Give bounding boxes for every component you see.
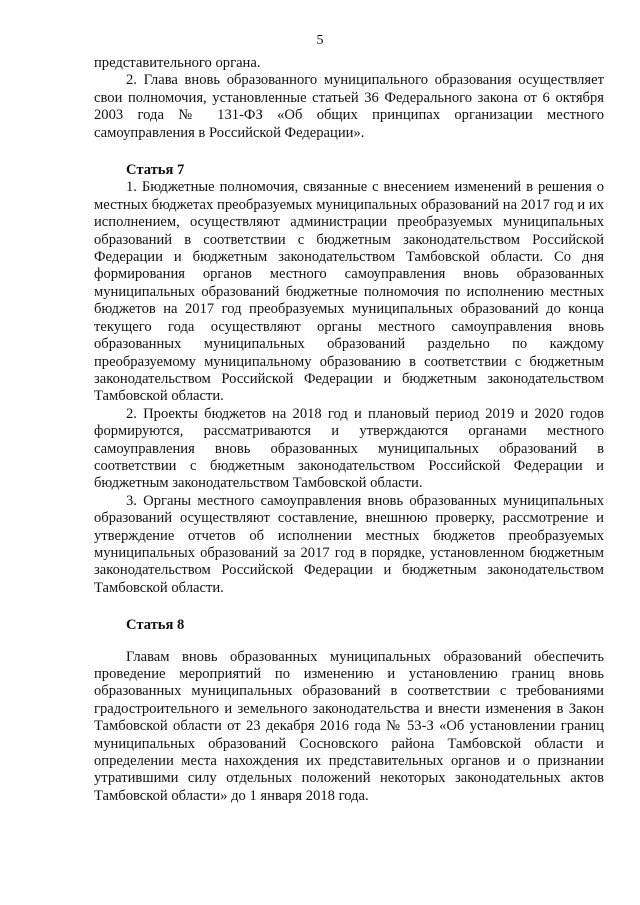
page-number: 5 [316, 33, 324, 48]
article-heading: Статья 7 [126, 162, 185, 179]
spacer [94, 635, 604, 649]
paragraph: 2. Проекты бюджетов на 2018 год и плановый период 2019 и 2020 годов формируются, рассматриваются и утверждаются органами местного самоуправления вновь образованных муниципальных образований в соответствии с бюджетным законодательством Российской Федерации и бюджетным законодательством Тамбовской области. [94, 405, 604, 492]
document-body [94, 55, 604, 805]
paragraph: представительного органа. [94, 55, 261, 71]
article-heading: Статья 8 [126, 617, 185, 634]
paragraph: 3. Органы местного самоуправления вновь образованных муниципальных образований осуществляют составление, внешнюю проверку, рассмотрение и утверждение отчетов об исполнении местных бюджетов преобразуемых муниципальных образований за 2017 год в порядке, установленном бюджетным законодательством Российской Федерации и бюджетным законодательством Тамбовской области. [94, 492, 604, 596]
paragraph: 2. Глава вновь образованного муниципального образования осуществляет свои полномочия, установленные статьей 36 Федерального закона от 6 октября 2003 года № 131-ФЗ «Об общих принципах организации местного самоуправления в Российской Федерации». [94, 72, 604, 141]
spacer [94, 597, 604, 617]
spacer [94, 142, 604, 162]
paragraph: Главам вновь образованных муниципальных образований обеспечить проведение мероприятий по изменению и установлению границ вновь образованных муниципальных образований в соответствии с требованиями градостроительного и земельного законодательства и внести изменения в Закон Тамбовской области от 23 декабря 2016 года № 53-З «Об установлении границ муниципальных образований Сосновского района Тамбовской области и определении места нахождения их представительных органов и о признании утратившими силу отдельных положений некоторых законодательных актов Тамбовской области» до 1 января 2018 года. [94, 648, 604, 804]
paragraph: 1. Бюджетные полномочия, связанные с внесением изменений в решения о местных бюджетах преобразуемых муниципальных образований на 2017 год и их исполнением, осуществляют администрации преобразуемых муниципальных образований в соответствии с бюджетным законодательством Российской Федерации и бюджетным законодательством Тамбовской области. Со дня формирования органов местного самоуправления вновь образованных муниципальных образований бюджетные полномочия по исполнению местных бюджетов на 2017 год преобразуемых муниципальных образований до конца текущего года осуществляют органы местного самоуправления вновь образованных муниципальных образований раздельно по каждому преобразуемому муниципальному образованию в соответствии с бюджетным законодательством Российской Федерации и бюджетным законодательством Тамбовской области. [94, 179, 604, 405]
